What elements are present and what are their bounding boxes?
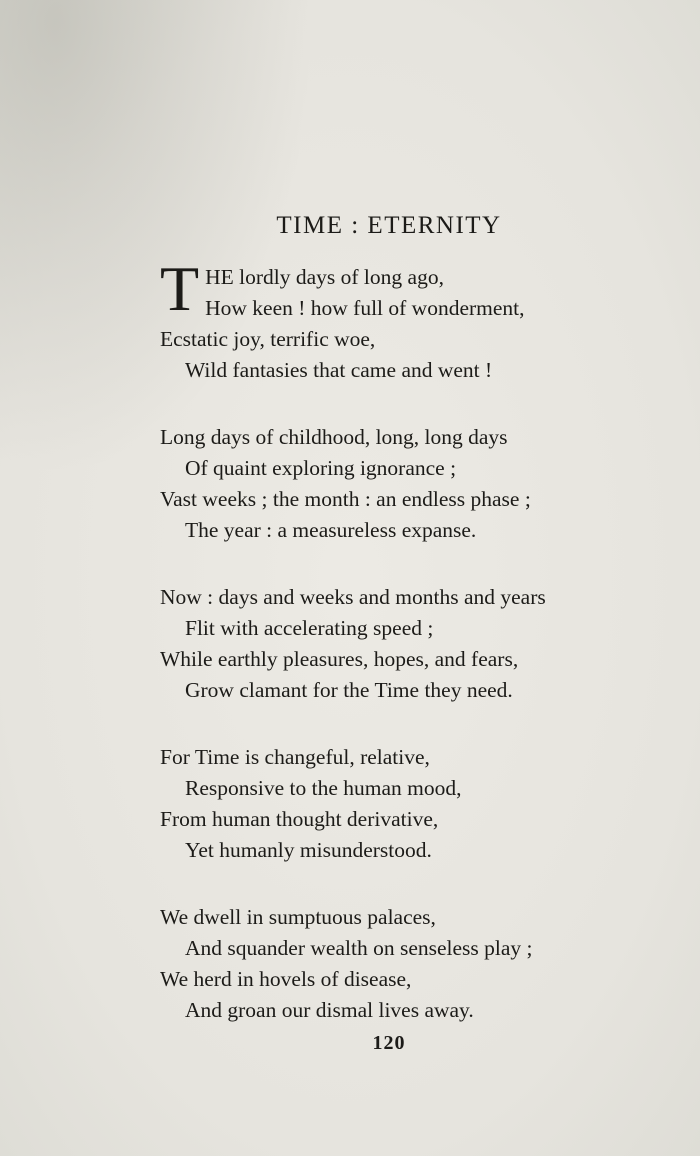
poem-line: For Time is changeful, relative, [160,745,430,769]
poem-line: Flit with accelerating speed ; [185,616,434,640]
poem-line: Yet humanly misunderstood. [185,838,432,862]
poem-line: Long days of childhood, long, long days [160,425,508,449]
poem-line: And squander wealth on senseless play ; [185,936,533,960]
poem-title: TIME : ETERNITY [276,212,502,239]
poem-line: How keen ! how full of wonderment, [205,296,525,320]
poem-line: Of quaint exploring ignorance ; [185,456,457,480]
poem-line: Now : days and weeks and months and years [160,585,546,609]
poem-line: Vast weeks ; the month : an endless phase ; [160,487,531,511]
stanza [160,742,680,866]
stanza [160,422,680,546]
stanza [160,582,680,706]
stanza [160,253,680,386]
poem-body [160,253,680,1062]
poem-line: We dwell in sumptuous palaces, [160,905,436,929]
poem-line: Grow clamant for the Time they need. [185,678,513,702]
drop-cap: T [160,253,200,324]
poem-line: Responsive to the human mood, [185,776,462,800]
poem-line: And groan our dismal lives away. [185,998,474,1022]
poem-line: The year : a measureless expanse. [185,518,477,542]
stanza [160,902,680,1026]
poem-line: From human thought derivative, [160,807,439,831]
poem-line: Ecstatic joy, terrific woe, [160,327,376,351]
poem-line: While earthly pleasures, hopes, and fears, [160,647,519,671]
page-number: 120 [372,1032,406,1054]
poem-line: We herd in hovels of disease, [160,967,412,991]
poem-line: HE lordly days of long ago, [205,265,444,289]
poem-line: Wild fantasies that came and went ! [185,358,493,382]
